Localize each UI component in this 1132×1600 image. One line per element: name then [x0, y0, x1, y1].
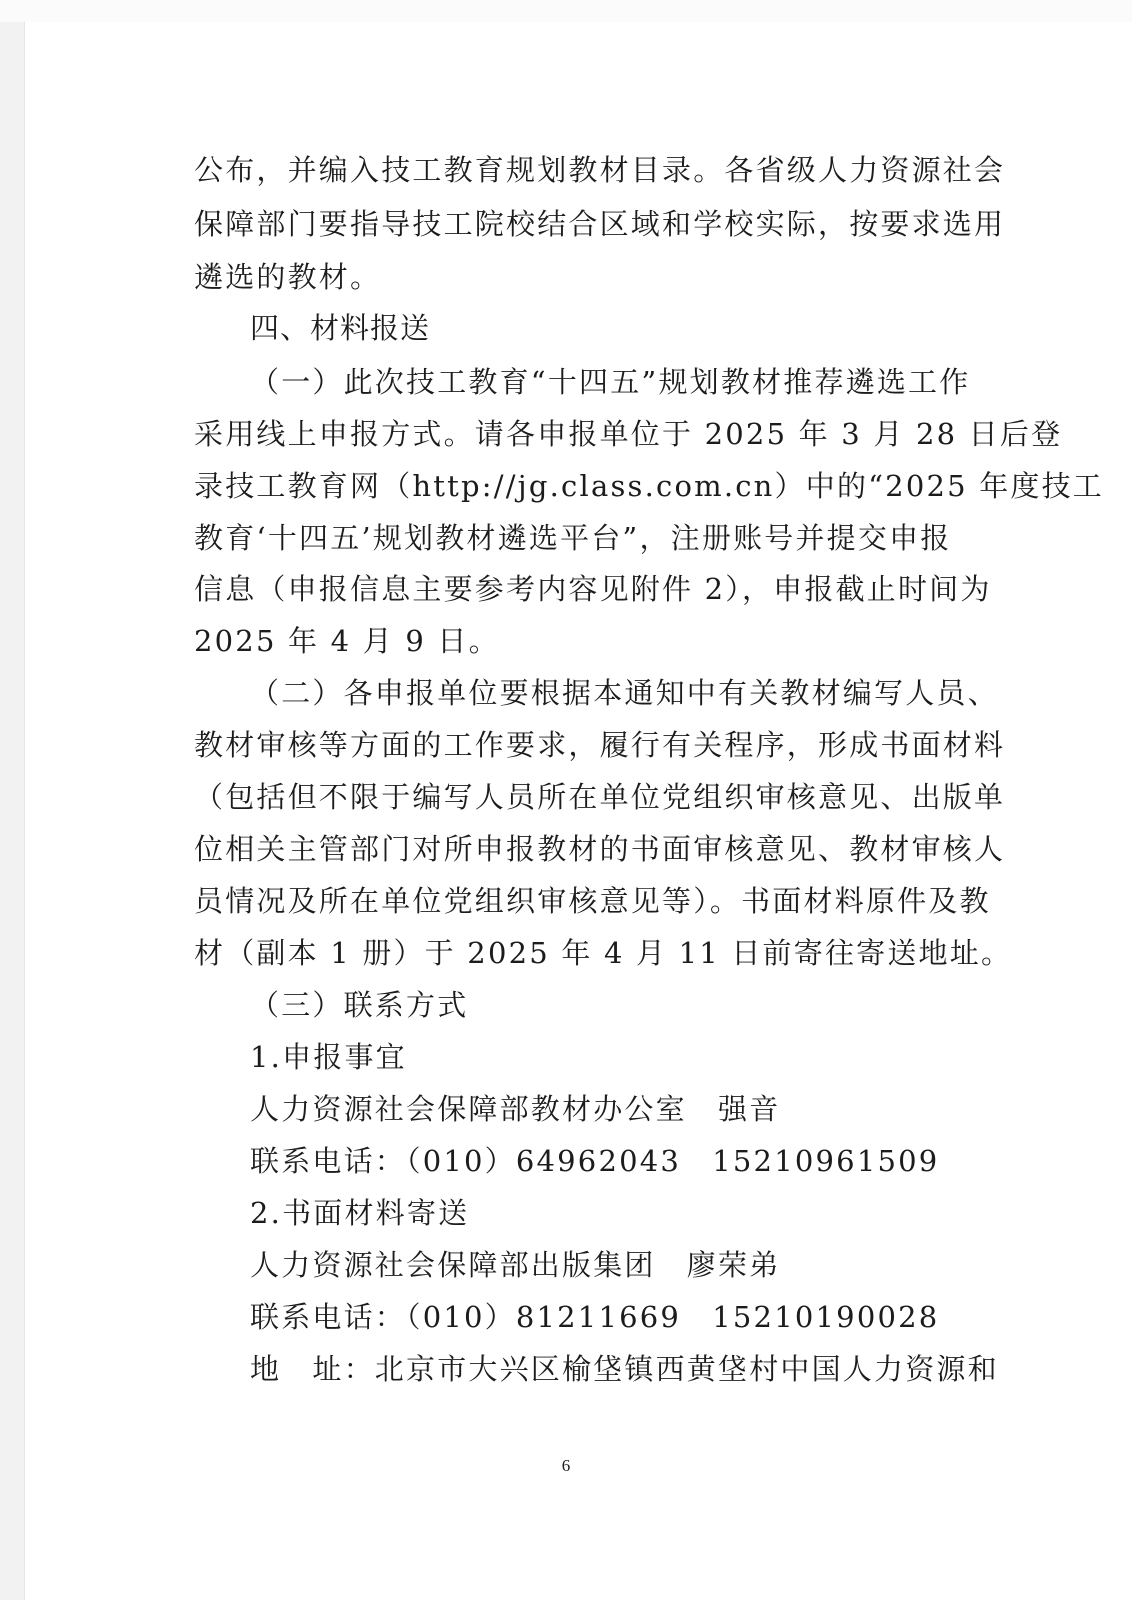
item-2-line: 员情况及所在单位党组织审核意见等）。书面材料原件及教 [194, 884, 991, 918]
paragraph-line: 遴选的教材。 [194, 260, 382, 294]
contact-2-address: 地 址：北京市大兴区榆垡镇西黄垡村中国人力资源和 [250, 1352, 999, 1386]
item-2-line: 位相关主管部门对所申报教材的书面审核意见、教材审核人 [194, 832, 1006, 866]
item-2-line: （二）各申报单位要根据本通知中有关教材编写人员、 [250, 676, 999, 710]
item-1-line: 采用线上申报方式。请各申报单位于 2025 年 3 月 28 日后登 [194, 417, 1063, 451]
page-number: 6 [561, 1456, 571, 1475]
paragraph-line: 保障部门要指导技工院校结合区域和学校实际，按要求选用 [194, 207, 1006, 241]
item-2-line: （包括但不限于编写人员所在单位党组织审核意见、出版单 [194, 780, 1006, 814]
contact-2-org: 人力资源社会保障部出版集团 廖荣弟 [250, 1248, 781, 1282]
item-3-heading: （三）联系方式 [250, 988, 469, 1022]
paragraph-line: 公布，并编入技工教育规划教材目录。各省级人力资源社会 [194, 153, 1006, 187]
contact-1-phone: 联系电话：（010）64962043 15210961509 [250, 1144, 940, 1178]
contact-2-phone: 联系电话：（010）81211669 15210190028 [250, 1300, 940, 1334]
item-1-line: （一）此次技工教育“十四五”规划教材推荐遴选工作 [250, 365, 971, 399]
contact-1-org: 人力资源社会保障部教材办公室 强音 [250, 1092, 781, 1126]
item-1-line: 教育‘十四五’规划教材遴选平台”，注册账号并提交申报 [194, 521, 952, 555]
contact-1-title: 1.申报事宜 [250, 1040, 407, 1074]
contact-2-title: 2.书面材料寄送 [250, 1196, 470, 1230]
section-heading: 四、材料报送 [250, 311, 431, 345]
item-1-line-with-url: 录技工教育网（http://jg.class.com.cn）中的“2025 年度技工 [194, 469, 1105, 503]
scan-left-margin [0, 22, 25, 1600]
item-1-line: 2025 年 4 月 9 日。 [194, 624, 500, 658]
item-2-line: 教材审核等方面的工作要求，履行有关程序，形成书面材料 [194, 728, 1006, 762]
item-1-line: 信息（申报信息主要参考内容见附件 2），申报截止时间为 [194, 572, 992, 606]
item-2-line: 材（副本 1 册）于 2025 年 4 月 11 日前寄往寄送地址。 [194, 936, 1013, 970]
